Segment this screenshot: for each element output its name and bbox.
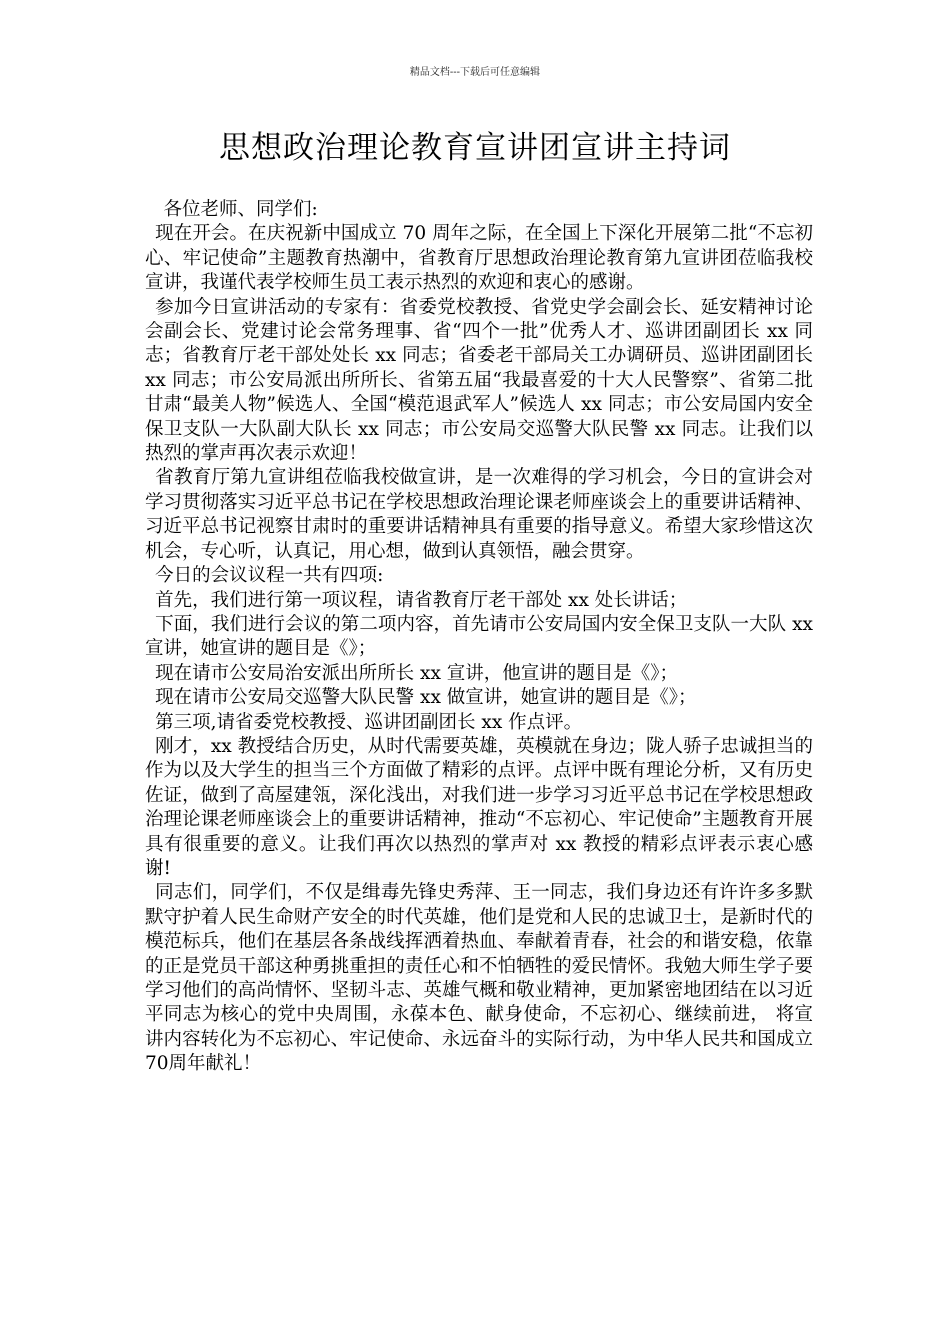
- agenda-item-second: 下面，我们进行会议的第二项内容，首先请市公安局国内安全保卫支队一大队 xx 宣讲，她宣讲的题目是《》；: [145, 613, 813, 660]
- opening-paragraph: 现在开会。在庆祝新中国成立 70 周年之际，在全国上下深化开展第二批“不忘初心、牢记使命”主题教育热潮中，省教育厅思想政治理论教育第九宣讲团莅临我校宣讲，我谨代表学校师生员工表示热烈的欢迎和衷心的感谢。: [145, 223, 813, 294]
- significance-paragraph: 省教育厅第九宣讲组莅临我校做宣讲，是一次难得的学习机会，今日的宣讲会对学习贯彻落实习近平总书记在学校思想政治理论课老师座谈会上的重要讲话精神、习近平总书记视察甘肃时的重要讲话精神具有重要的指导意义。希望大家珍惜这次机会，专心听，认真记，用心想，做到认真领悟，融会贯穿。: [145, 467, 813, 562]
- greeting-paragraph: 各位老师、同学们:: [163, 199, 318, 220]
- document-body: [145, 198, 813, 1077]
- agenda-intro-paragraph: 今日的会议议程一共有四项:: [155, 565, 384, 587]
- agenda-item-speaker-three: 现在请市公安局交巡警大队民警 xx 做宣讲，她宣讲的题目是《》；: [155, 687, 697, 709]
- review-paragraph: 刚才，xx 教授结合历史，从时代需要英雄，英模就在身边；陇人骄子忠诚担当的作为以及大学生的担当三个方面做了精彩的点评。点评中既有理论分析，又有历史佐证，做到了高屋建瓴，深化浅出，对我们进一步学习习近平总书记在学校思想政治理论课老师座谈会上的重要讲话精神，推动“不忘初心、牢记使命”主题教育开展具有很重要的意义。让我们再次以热烈的掌声对 xx 教授的精彩点评表示衷心感谢!: [145, 735, 813, 879]
- agenda-item-first: 首先，我们进行第一项议程，请省教育厅老干部处 xx 处长讲话；: [155, 589, 688, 611]
- agenda-item-speaker-two: 现在请市公安局治安派出所所长 xx 宣讲，他宣讲的题目是《》；: [155, 662, 679, 684]
- agenda-item-third: 第三项,请省委党校教授、巡讲团副团长 xx 作点评。: [155, 711, 583, 733]
- document-title: 思想政治理论教育宣讲团宣讲主持词: [219, 130, 731, 166]
- closing-paragraph: 同志们，同学们，不仅是缉毒先锋史秀萍、王一同志，我们身边还有许许多多默默守护着人民生命财产安全的时代英雄，他们是党和人民的忠诚卫士，是新时代的模范标兵，他们在基层各条战线挥洒着热血、奉献着青春，社会的和谐安稳，依靠的正是党员干部这种勇挑重担的责任心和不怕牺牲的爱民情怀。我勉大师生学子要学习他们的高尚情怀、坚韧斗志、英雄气概和敬业精神，更加紧密地团结在以习近平同志为核心的党中央周围，永葆本色、献身使命，不忘初心、继续前进， 将宣讲内容转化为不忘初心、牢记使命、永远奋斗的实际行动，为中华人民共和国成立70周年献礼！: [145, 882, 813, 1075]
- experts-paragraph: 参加今日宣讲活动的专家有：省委党校教授、省党史学会副会长、延安精神讨论会副会长、党建讨论会常务理事、省“四个一批”优秀人才、巡讲团副团长 xx 同志；省教育厅老干部处处长 xx 同志；省委老干部局关工办调研员、巡讲团副团长 xx 同志；市公安局派出所所长、省第五届“我最喜爱的十大人民警察”、省第二批甘肃“最美人物”候选人、全国“模范退武军人”候选人 xx 同志；市公安局国内安全保卫支队一大队副大队长 xx 同志；市公安局交巡警大队民警 xx 同志。让我们以热烈的掌声再次表示欢迎！: [145, 296, 813, 465]
- header-note: 精品文档---下载后可任意编辑: [409, 67, 541, 78]
